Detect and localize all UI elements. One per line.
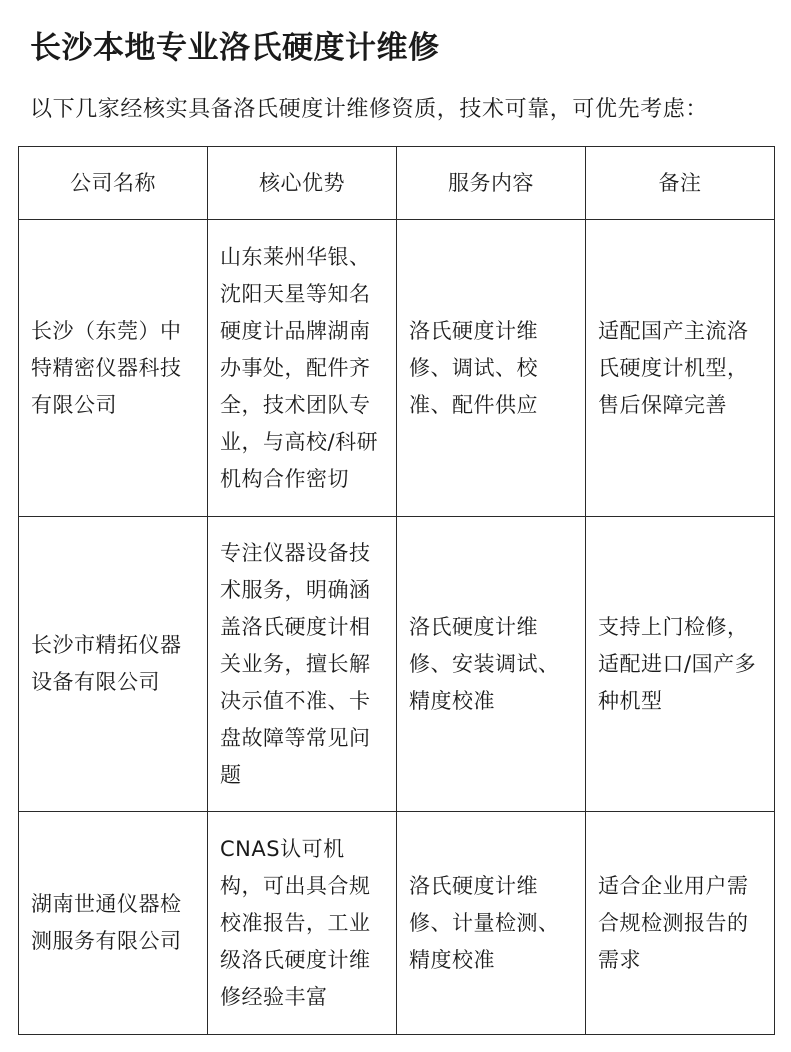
cell-service-content: 洛氏硬度计维修、计量检测、精度校准 xyxy=(397,812,586,1035)
cell-company-name: 湖南世通仪器检测服务有限公司 xyxy=(19,812,208,1035)
cell-core-advantage: CNAS认可机构，可出具合规校准报告，工业级洛氏硬度计维修经验丰富 xyxy=(208,812,397,1035)
table-row xyxy=(19,517,775,812)
page-title: 长沙本地专业洛氏硬度计维修 xyxy=(30,30,440,66)
header-company-name: 公司名称 xyxy=(19,147,208,220)
table-header-row xyxy=(19,147,775,220)
cell-company-name: 长沙市精拓仪器设备有限公司 xyxy=(19,517,208,812)
repair-company-table xyxy=(18,146,775,1035)
cell-core-advantage: 山东莱州华银、沈阳天星等知名硬度计品牌湖南办事处，配件齐全，技术团队专业，与高校/科研机构合作密切 xyxy=(208,220,397,517)
header-core-advantage: 核心优势 xyxy=(208,147,397,220)
header-service-content: 服务内容 xyxy=(397,147,586,220)
cell-note: 适合企业用户需合规检测报告的需求 xyxy=(586,812,775,1035)
cell-service-content: 洛氏硬度计维修、安装调试、精度校准 xyxy=(397,517,586,812)
cell-note: 支持上门检修，适配进口/国产多种机型 xyxy=(586,517,775,812)
table-row xyxy=(19,220,775,517)
table-row xyxy=(19,812,775,1035)
header-note: 备注 xyxy=(586,147,775,220)
intro-text: 以下几家经核实具备洛氏硬度计维修资质，技术可靠，可优先考虑： xyxy=(30,97,709,122)
cell-service-content: 洛氏硬度计维修、调试、校准、配件供应 xyxy=(397,220,586,517)
cell-note: 适配国产主流洛氏硬度计机型，售后保障完善 xyxy=(586,220,775,517)
cell-company-name: 长沙（东莞）中特精密仪器科技有限公司 xyxy=(19,220,208,517)
cell-core-advantage: 专注仪器设备技术服务，明确涵盖洛氏硬度计相关业务，擅长解决示值不准、卡盘故障等常见问题 xyxy=(208,517,397,812)
